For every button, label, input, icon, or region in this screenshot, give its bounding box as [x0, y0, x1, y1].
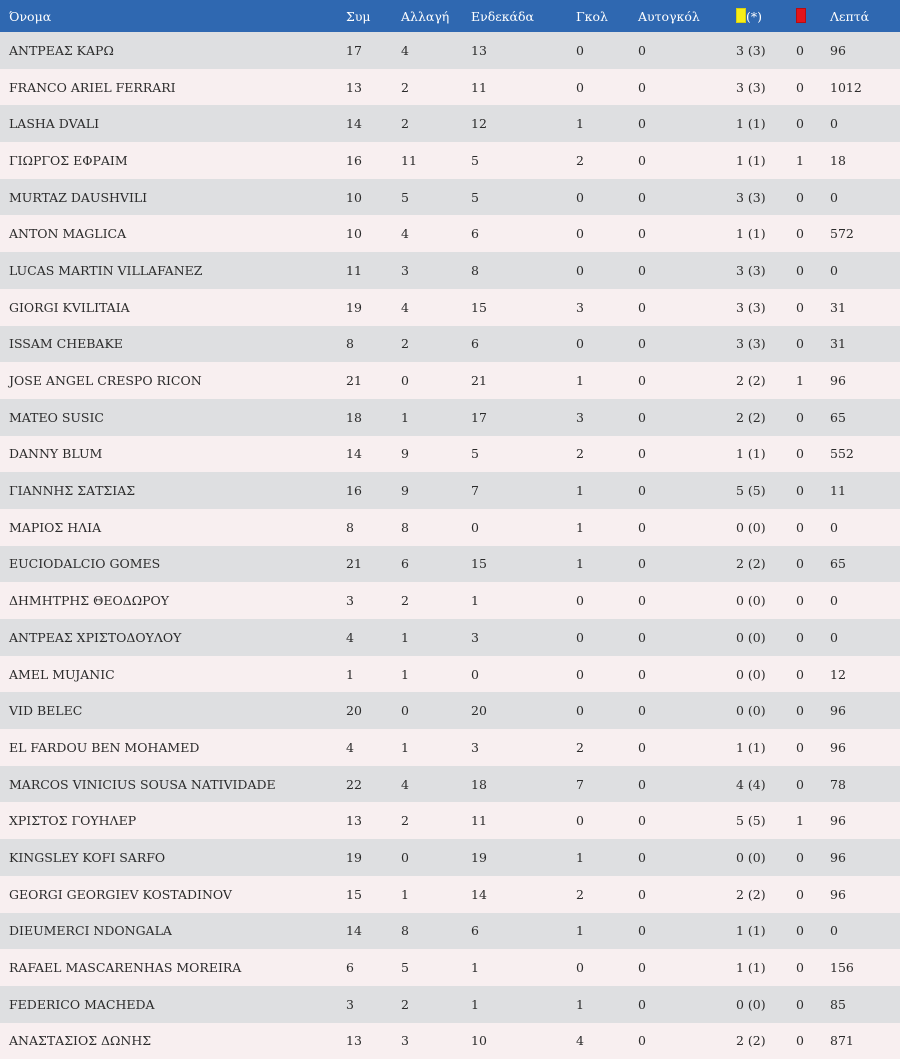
- player-own-goals: 0: [638, 42, 646, 58]
- header-yellow-cards[interactable]: [727, 0, 787, 32]
- header-minutes[interactable]: Λεπτά: [830, 8, 870, 24]
- player-goals: 1: [576, 373, 584, 389]
- table-row: [0, 986, 900, 1023]
- player-subs: 5: [401, 189, 409, 205]
- player-goals: 0: [576, 629, 584, 645]
- player-red-cards: 0: [796, 886, 804, 902]
- player-yellow-cards: 2 (2): [736, 1033, 766, 1049]
- player-apps: 15: [346, 886, 362, 902]
- yellow-cards-suffix: (*): [746, 9, 763, 24]
- player-own-goals: 0: [638, 483, 646, 499]
- player-subs: 0: [401, 373, 409, 389]
- header-name[interactable]: Όνομα: [9, 8, 52, 24]
- player-subs: 1: [401, 886, 409, 902]
- table-header-row: [0, 0, 900, 32]
- yellow-card-icon: [736, 8, 746, 23]
- player-name[interactable]: EL FARDOU BEN MOHAMED: [9, 739, 200, 755]
- player-subs: 4: [401, 226, 409, 242]
- player-red-cards: 0: [796, 116, 804, 132]
- player-own-goals: 0: [638, 923, 646, 939]
- player-name[interactable]: FEDERICO MACHEDA: [9, 996, 155, 1012]
- table-row: [0, 179, 900, 216]
- player-apps: 11: [346, 262, 362, 278]
- player-starts: 11: [471, 813, 487, 829]
- header-subs[interactable]: Αλλαγή: [401, 8, 450, 24]
- player-minutes: 78: [830, 776, 846, 792]
- player-apps: 8: [346, 336, 354, 352]
- player-own-goals: 0: [638, 409, 646, 425]
- player-apps: 13: [346, 813, 362, 829]
- player-own-goals: 0: [638, 666, 646, 682]
- player-starts: 20: [471, 703, 487, 719]
- player-apps: 1: [346, 666, 354, 682]
- player-goals: 3: [576, 299, 584, 315]
- player-minutes: 552: [830, 446, 854, 462]
- player-yellow-cards: 2 (2): [736, 409, 766, 425]
- player-apps: 8: [346, 519, 354, 535]
- player-yellow-cards: 2 (2): [736, 373, 766, 389]
- player-minutes: 871: [830, 1033, 854, 1049]
- table-row: [0, 913, 900, 950]
- player-name[interactable]: LASHA DVALI: [9, 116, 100, 132]
- player-yellow-cards: 4 (4): [736, 776, 766, 792]
- header-starts[interactable]: Ενδεκάδα: [471, 8, 534, 24]
- player-yellow-cards: 1 (1): [736, 960, 766, 976]
- player-apps: 16: [346, 483, 362, 499]
- player-minutes: 0: [830, 593, 838, 609]
- player-red-cards: 0: [796, 996, 804, 1012]
- player-starts: 1: [471, 593, 479, 609]
- player-starts: 8: [471, 262, 479, 278]
- player-minutes: 0: [830, 262, 838, 278]
- player-yellow-cards: 0 (0): [736, 519, 766, 535]
- table-row: [0, 472, 900, 509]
- table-row: [0, 949, 900, 986]
- player-apps: 4: [346, 739, 354, 755]
- table-row: [0, 839, 900, 876]
- player-subs: 6: [401, 556, 409, 572]
- table-row: [0, 215, 900, 252]
- player-red-cards: 0: [796, 960, 804, 976]
- player-apps: 14: [346, 446, 362, 462]
- player-yellow-cards: 0 (0): [736, 666, 766, 682]
- player-subs: 8: [401, 923, 409, 939]
- header-red-cards[interactable]: [787, 0, 821, 32]
- player-starts: 5: [471, 446, 479, 462]
- player-yellow-cards: 0 (0): [736, 849, 766, 865]
- player-goals: 7: [576, 776, 584, 792]
- player-subs: 4: [401, 776, 409, 792]
- player-red-cards: 0: [796, 446, 804, 462]
- player-goals: 2: [576, 152, 584, 168]
- player-starts: 21: [471, 373, 487, 389]
- player-red-cards: 0: [796, 776, 804, 792]
- player-red-cards: 0: [796, 739, 804, 755]
- player-red-cards: 0: [796, 849, 804, 865]
- player-goals: 4: [576, 1033, 584, 1049]
- player-own-goals: 0: [638, 152, 646, 168]
- table-row: [0, 656, 900, 693]
- player-own-goals: 0: [638, 226, 646, 242]
- player-yellow-cards: 2 (2): [736, 556, 766, 572]
- player-apps: 22: [346, 776, 362, 792]
- player-starts: 11: [471, 79, 487, 95]
- table-row: [0, 362, 900, 399]
- player-minutes: 0: [830, 519, 838, 535]
- player-red-cards: 0: [796, 1033, 804, 1049]
- player-minutes: 0: [830, 629, 838, 645]
- player-minutes: 96: [830, 42, 846, 58]
- player-starts: 6: [471, 923, 479, 939]
- player-own-goals: 0: [638, 813, 646, 829]
- player-red-cards: 0: [796, 189, 804, 205]
- table-row: [0, 802, 900, 839]
- player-name[interactable]: ΔΗΜΗΤΡΗΣ ΘΕΟΔΩΡΟΥ: [9, 593, 170, 609]
- player-name[interactable]: GIORGI KVILITAIA: [9, 299, 130, 315]
- player-own-goals: 0: [638, 116, 646, 132]
- player-starts: 6: [471, 226, 479, 242]
- player-name[interactable]: ΑΝΑΣΤΑΣΙΟΣ ΔΩΝΗΣ: [9, 1033, 152, 1049]
- table-row: [0, 32, 900, 69]
- player-subs: 1: [401, 409, 409, 425]
- player-apps: 21: [346, 556, 362, 572]
- player-yellow-cards: 0 (0): [736, 996, 766, 1012]
- player-minutes: 96: [830, 703, 846, 719]
- player-subs: 2: [401, 996, 409, 1012]
- table-row: [0, 729, 900, 766]
- player-name[interactable]: KINGSLEY KOFI SARFO: [9, 849, 166, 865]
- player-goals: 0: [576, 703, 584, 719]
- player-goals: 0: [576, 813, 584, 829]
- player-minutes: 96: [830, 373, 846, 389]
- player-yellow-cards: 1 (1): [736, 739, 766, 755]
- player-red-cards: 1: [796, 373, 804, 389]
- player-starts: 5: [471, 152, 479, 168]
- player-yellow-cards: 0 (0): [736, 593, 766, 609]
- player-goals: 2: [576, 886, 584, 902]
- player-own-goals: 0: [638, 336, 646, 352]
- player-minutes: 65: [830, 409, 846, 425]
- player-subs: 2: [401, 593, 409, 609]
- player-own-goals: 0: [638, 849, 646, 865]
- player-goals: 0: [576, 262, 584, 278]
- player-apps: 17: [346, 42, 362, 58]
- player-own-goals: 0: [638, 262, 646, 278]
- player-red-cards: 0: [796, 593, 804, 609]
- table-row: [0, 619, 900, 656]
- header-goals[interactable]: Γκολ: [576, 8, 608, 24]
- player-starts: 3: [471, 739, 479, 755]
- player-minutes: 96: [830, 849, 846, 865]
- player-yellow-cards: 3 (3): [736, 336, 766, 352]
- player-minutes: 0: [830, 116, 838, 132]
- player-minutes: 11: [830, 483, 846, 499]
- player-name[interactable]: MARCOS VINICIUS SOUSA NATIVIDADE: [9, 776, 276, 792]
- player-goals: 1: [576, 996, 584, 1012]
- table-row: [0, 142, 900, 179]
- player-yellow-cards: 5 (5): [736, 813, 766, 829]
- player-goals: 0: [576, 226, 584, 242]
- player-own-goals: 0: [638, 519, 646, 535]
- player-name[interactable]: ΓΙΩΡΓΟΣ ΕΦΡΑΙΜ: [9, 152, 128, 168]
- player-goals: 1: [576, 483, 584, 499]
- player-red-cards: 0: [796, 923, 804, 939]
- player-starts: 1: [471, 996, 479, 1012]
- player-apps: 4: [346, 629, 354, 645]
- player-name[interactable]: ΧΡΙΣΤΟΣ ΓΟΥΗΛΕΡ: [9, 813, 137, 829]
- player-own-goals: 0: [638, 593, 646, 609]
- table-row: [0, 326, 900, 363]
- player-starts: 13: [471, 42, 487, 58]
- player-minutes: 18: [830, 152, 846, 168]
- player-name[interactable]: ΑΝΤΡΕΑΣ ΧΡΙΣΤΟΔΟΥΛΟΥ: [9, 629, 182, 645]
- player-name[interactable]: ISSAM CHEBAKE: [9, 336, 123, 352]
- table-row: [0, 509, 900, 546]
- player-goals: 2: [576, 739, 584, 755]
- table-row: [0, 692, 900, 729]
- player-minutes: 65: [830, 556, 846, 572]
- player-own-goals: 0: [638, 629, 646, 645]
- player-name[interactable]: AMEL MUJANIC: [9, 666, 115, 682]
- player-yellow-cards: 1 (1): [736, 116, 766, 132]
- player-goals: 0: [576, 189, 584, 205]
- player-red-cards: 0: [796, 629, 804, 645]
- player-starts: 17: [471, 409, 487, 425]
- player-minutes: 96: [830, 886, 846, 902]
- player-goals: 0: [576, 960, 584, 976]
- player-yellow-cards: 3 (3): [736, 42, 766, 58]
- player-red-cards: 0: [796, 262, 804, 278]
- player-subs: 3: [401, 1033, 409, 1049]
- player-name[interactable]: MURTAZ DAUSHVILI: [9, 189, 148, 205]
- player-subs: 2: [401, 79, 409, 95]
- player-goals: 0: [576, 666, 584, 682]
- player-minutes: 572: [830, 226, 854, 242]
- player-minutes: 31: [830, 336, 846, 352]
- player-red-cards: 0: [796, 703, 804, 719]
- player-apps: 10: [346, 226, 362, 242]
- player-own-goals: 0: [638, 960, 646, 976]
- player-subs: 0: [401, 703, 409, 719]
- table-row: [0, 399, 900, 436]
- player-apps: 3: [346, 593, 354, 609]
- player-name[interactable]: ΑΝΤΡΕΑΣ ΚΑΡΩ: [9, 42, 114, 58]
- player-yellow-cards: 3 (3): [736, 189, 766, 205]
- player-apps: 21: [346, 373, 362, 389]
- player-minutes: 12: [830, 666, 846, 682]
- player-apps: 19: [346, 849, 362, 865]
- player-apps: 6: [346, 960, 354, 976]
- table-row: [0, 546, 900, 583]
- player-starts: 12: [471, 116, 487, 132]
- player-red-cards: 0: [796, 666, 804, 682]
- table-row: [0, 69, 900, 106]
- player-name[interactable]: MATEO SUSIC: [9, 409, 104, 425]
- player-name[interactable]: EUCIODALCIO GOMES: [9, 556, 161, 572]
- player-goals: 2: [576, 446, 584, 462]
- player-apps: 13: [346, 1033, 362, 1049]
- player-own-goals: 0: [638, 189, 646, 205]
- player-apps: 18: [346, 409, 362, 425]
- player-starts: 15: [471, 299, 487, 315]
- player-own-goals: 0: [638, 776, 646, 792]
- player-yellow-cards: 5 (5): [736, 483, 766, 499]
- player-goals: 1: [576, 849, 584, 865]
- player-goals: 0: [576, 593, 584, 609]
- player-yellow-cards: 0 (0): [736, 629, 766, 645]
- player-subs: 4: [401, 42, 409, 58]
- player-goals: 0: [576, 336, 584, 352]
- player-yellow-cards: 1 (1): [736, 923, 766, 939]
- player-subs: 3: [401, 262, 409, 278]
- player-subs: 1: [401, 739, 409, 755]
- player-name[interactable]: DANNY BLUM: [9, 446, 103, 462]
- player-name[interactable]: RAFAEL MASCARENHAS MOREIRA: [9, 960, 242, 976]
- player-goals: 1: [576, 556, 584, 572]
- table-row: [0, 436, 900, 473]
- player-subs: 1: [401, 629, 409, 645]
- player-goals: 0: [576, 42, 584, 58]
- player-yellow-cards: 3 (3): [736, 79, 766, 95]
- player-name[interactable]: ΜΑΡΙΟΣ ΗΛΙΑ: [9, 519, 102, 535]
- player-apps: 10: [346, 189, 362, 205]
- player-goals: 1: [576, 519, 584, 535]
- player-subs: 11: [401, 152, 417, 168]
- player-starts: 6: [471, 336, 479, 352]
- player-name[interactable]: VID BELEC: [9, 703, 83, 719]
- player-starts: 18: [471, 776, 487, 792]
- player-subs: 9: [401, 483, 409, 499]
- player-name[interactable]: FRANCO ARIEL FERRARI: [9, 79, 176, 95]
- header-apps[interactable]: Συμ: [346, 8, 371, 24]
- table-row: [0, 1023, 900, 1059]
- player-minutes: 31: [830, 299, 846, 315]
- table-row: [0, 289, 900, 326]
- player-yellow-cards: 2 (2): [736, 886, 766, 902]
- player-own-goals: 0: [638, 446, 646, 462]
- player-goals: 3: [576, 409, 584, 425]
- table-row: [0, 582, 900, 619]
- player-starts: 10: [471, 1033, 487, 1049]
- player-subs: 5: [401, 960, 409, 976]
- player-minutes: 1012: [830, 79, 862, 95]
- table-row: [0, 252, 900, 289]
- table-row: [0, 766, 900, 803]
- player-apps: 20: [346, 703, 362, 719]
- player-starts: 5: [471, 189, 479, 205]
- player-red-cards: 0: [796, 79, 804, 95]
- player-minutes: 85: [830, 996, 846, 1012]
- player-name[interactable]: JOSE ANGEL CRESPO RICON: [9, 373, 202, 389]
- player-goals: 1: [576, 923, 584, 939]
- player-subs: 2: [401, 813, 409, 829]
- player-own-goals: 0: [638, 373, 646, 389]
- player-apps: 13: [346, 79, 362, 95]
- player-red-cards: 0: [796, 483, 804, 499]
- player-own-goals: 0: [638, 703, 646, 719]
- player-own-goals: 0: [638, 299, 646, 315]
- player-red-cards: 0: [796, 226, 804, 242]
- player-name[interactable]: ΓΙΑΝΝΗΣ ΣΑΤΣΙΑΣ: [9, 483, 136, 499]
- player-red-cards: 1: [796, 152, 804, 168]
- player-starts: 0: [471, 666, 479, 682]
- player-minutes: 156: [830, 960, 854, 976]
- player-own-goals: 0: [638, 1033, 646, 1049]
- player-goals: 0: [576, 79, 584, 95]
- player-subs: 9: [401, 446, 409, 462]
- player-red-cards: 0: [796, 519, 804, 535]
- player-own-goals: 0: [638, 739, 646, 755]
- player-subs: 8: [401, 519, 409, 535]
- player-apps: 14: [346, 923, 362, 939]
- player-goals: 1: [576, 116, 584, 132]
- player-subs: 1: [401, 666, 409, 682]
- player-apps: 3: [346, 996, 354, 1012]
- player-apps: 19: [346, 299, 362, 315]
- player-own-goals: 0: [638, 886, 646, 902]
- player-minutes: 96: [830, 813, 846, 829]
- player-subs: 2: [401, 336, 409, 352]
- player-starts: 14: [471, 886, 487, 902]
- player-name[interactable]: DIEUMERCI NDONGALA: [9, 923, 172, 939]
- player-subs: 0: [401, 849, 409, 865]
- player-yellow-cards: 1 (1): [736, 226, 766, 242]
- player-own-goals: 0: [638, 556, 646, 572]
- player-red-cards: 0: [796, 556, 804, 572]
- player-apps: 14: [346, 116, 362, 132]
- red-card-icon: [796, 8, 806, 23]
- player-minutes: 0: [830, 923, 838, 939]
- player-name[interactable]: GEORGI GEORGIEV KOSTADINOV: [9, 886, 232, 902]
- player-own-goals: 0: [638, 996, 646, 1012]
- player-starts: 15: [471, 556, 487, 572]
- player-starts: 3: [471, 629, 479, 645]
- player-apps: 16: [346, 152, 362, 168]
- player-subs: 2: [401, 116, 409, 132]
- player-starts: 0: [471, 519, 479, 535]
- player-red-cards: 0: [796, 336, 804, 352]
- table-row: [0, 876, 900, 913]
- player-minutes: 96: [830, 739, 846, 755]
- player-red-cards: 0: [796, 409, 804, 425]
- player-own-goals: 0: [638, 79, 646, 95]
- player-minutes: 0: [830, 189, 838, 205]
- player-name[interactable]: ANTON MAGLICA: [9, 226, 127, 242]
- player-yellow-cards: 1 (1): [736, 152, 766, 168]
- player-starts: 7: [471, 483, 479, 499]
- player-starts: 1: [471, 960, 479, 976]
- player-subs: 4: [401, 299, 409, 315]
- player-yellow-cards: 1 (1): [736, 446, 766, 462]
- player-name[interactable]: LUCAS MARTIN VILLAFANEZ: [9, 262, 203, 278]
- player-red-cards: 0: [796, 42, 804, 58]
- player-yellow-cards: 3 (3): [736, 299, 766, 315]
- table-row: [0, 105, 900, 142]
- player-yellow-cards: 3 (3): [736, 262, 766, 278]
- player-red-cards: 1: [796, 813, 804, 829]
- player-starts: 19: [471, 849, 487, 865]
- player-red-cards: 0: [796, 299, 804, 315]
- player-yellow-cards: 0 (0): [736, 703, 766, 719]
- header-own-goals[interactable]: Αυτογκόλ: [638, 8, 700, 24]
